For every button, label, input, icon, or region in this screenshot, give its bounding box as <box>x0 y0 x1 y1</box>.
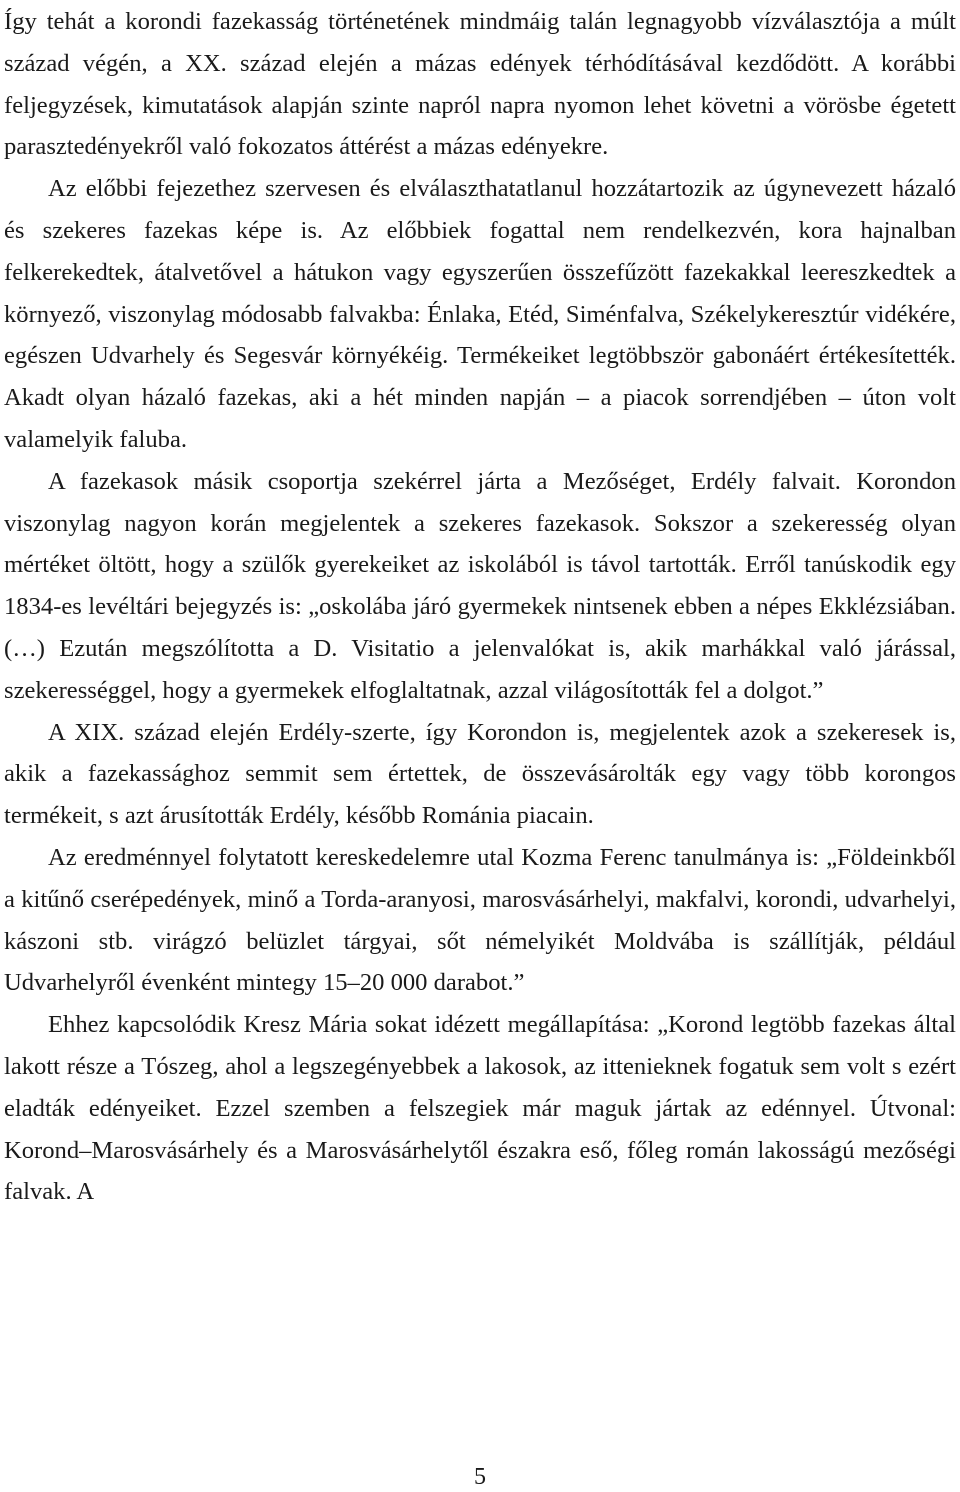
body-text <box>4 1 956 1213</box>
page-number: 5 <box>474 1464 486 1490</box>
paragraph-5: Az eredménnyel folytatott kereskedelemre utal Kozma Ferenc tanulmánya is: „Földeinkből a kitűnő cserépedények, minő a Torda-aranyosi, marosvásárhelyi, makfalvi, korondi, udvarhelyi, kászoni stb. virágzó belüzlet tárgyai, sőt némelyikét Moldvába is szállítják, például Udvarhelyről évenként mintegy 15–20 000 darabot.” <box>4 843 956 997</box>
paragraph-2: Az előbbi fejezethez szervesen és elválaszthatatlanul hozzátartozik az úgynevezett házaló és szekeres fazekas képe is. Az előbbiek fogattal nem rendelkezvén, kora hajnalban felkerekedtek, átalvetővel a hátukon vagy egyszerűen összefűzött fazekakkal leereszkedtek a környező, viszonylag módosabb falvakba: Énlaka, Etéd, Siménfalva, Székelykeresztúr vidékére, egészen Udvarhely és Segesvár környékéig. Termékeiket legtöbbször gabonáért értékesítették. Akadt olyan házaló fazekas, aki a hét minden napján – a piacok sorrendjében – úton volt valamelyik faluba. <box>4 175 956 453</box>
paragraph-4: A XIX. század elején Erdély-szerte, így Korondon is, megjelentek azok a szekeresek is, akik a fazekassághoz semmit sem értettek, de összevásárolták egy vagy több korongos termékeit, s azt árusították Erdély, később Románia piacain. <box>4 718 956 830</box>
paragraph-6: Ehhez kapcsolódik Kresz Mária sokat idézett megállapítása: „Korond legtöbb fazekas által lakott része a Tószeg, ahol a legszegényebbek a lakosok, az ittenieknek fogatuk sem volt s ezért eladták edényeiket. Ezzel szemben a felszegiek már maguk jártak az edénnyel. Útvonal: Korond–Marosvásárhely és a Marosvásárhelytől északra eső, főleg román lakosságú mezőségi falvak. A <box>4 1011 956 1206</box>
paragraph-3: A fazekasok másik csoportja szekérrel járta a Mezőséget, Erdély falvait. Korondon viszonylag nagyon korán megjelentek a szekeres fazekasok. Sokszor a szekeresség olyan mértéket öltött, hogy a szülők gyerekeiket az iskolából is távol tartották. Erről tanúskodik egy 1834-es levéltári bejegyzés is: „oskolába járó gyermekek nintsenek ebben a népes Ekklézsiában. (…) Ezután megszólította a D. Visitatio a jelenvalókat is, akik marhákkal való járással, szekerességgel, hogy a gyermekek elfoglaltatnak, azzal világosították fel a dolgot.” <box>4 467 956 704</box>
paragraph-1: Így tehát a korondi fazekasság történetének mindmáig talán legnagyobb vízválasztója a múlt század végén, a XX. század elején a mázas edények térhódításával kezdődött. A korábbi feljegyzések, kimutatások alapján szinte napról napra nyomon lehet követni a vörösbe égetett parasztedényekről való fokozatos áttérést a mázas edényekre. <box>4 8 956 161</box>
